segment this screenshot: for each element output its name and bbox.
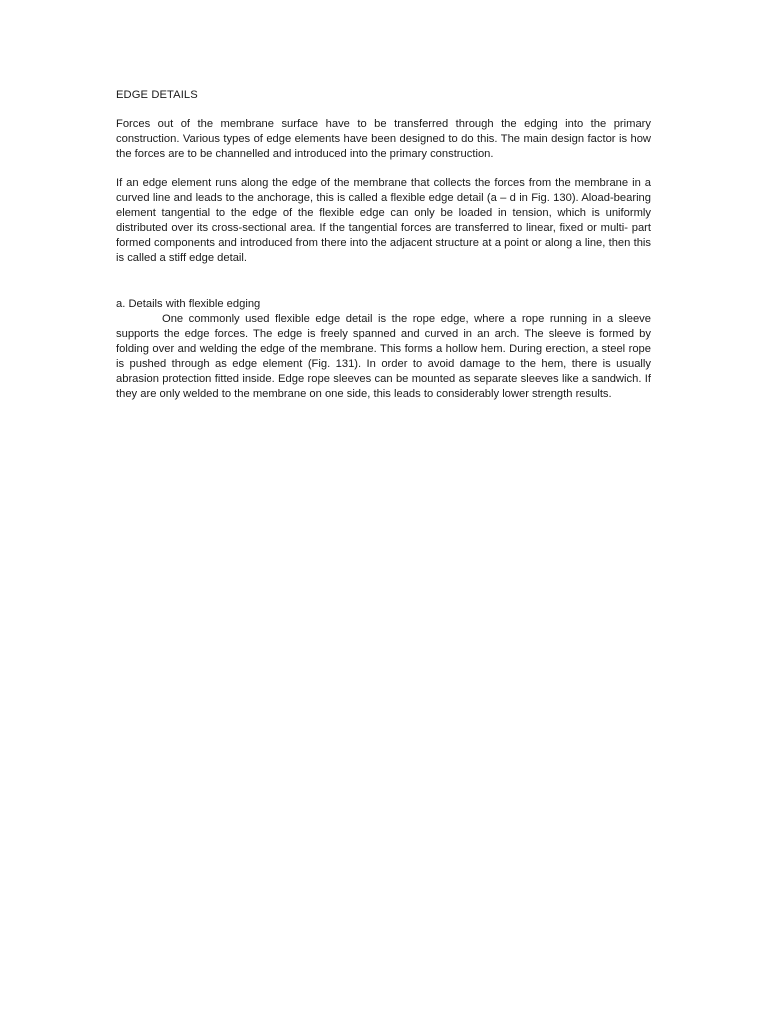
paragraph-intro: Forces out of the membrane surface have to be transferred through the edging into the primary construction. Various types of edge elements have been designed to do this. The main design factor is how the forces are to be channelled and introduced into the primary construction. [116,118,651,160]
document-heading: EDGE DETAILS [116,89,198,101]
document-page [116,88,651,402]
section-body: One commonly used flexible edge detail is the rope edge, where a rope running in a sleeve supports the edge forces. The edge is freely spanned and curved in an arch. The sleeve is formed by folding over and welding the edge of the membrane. This forms a hollow hem. During erection, a steel rope is pushed through as edge element (Fig. 131). In order to avoid damage to the hem, there is usually abrasion protection fitted inside. Edge rope sleeves can be mounted as separate sleeves like a sandwich. If they are only welded to the membrane on one side, this leads to considerably lower strength results. [116,313,651,400]
section-title: a. Details with flexible edging [116,298,261,310]
paragraph-flexible-edge: If an edge element runs along the edge of the membrane that collects the forces from the membrane in a curved line and leads to the anchorage, this is called a flexible edge detail (a – d in Fig. 130). Aload-bearing element tangential to the edge of the flexible edge can only be loaded in tension, which is uniformly distributed over its cross-sectional area. If the tangential forces are transferred to linear, fixed or multi- part formed components and introduced from there into the adjacent structure at a point or along a line, then this is called a stiff edge detail. [116,177,651,264]
